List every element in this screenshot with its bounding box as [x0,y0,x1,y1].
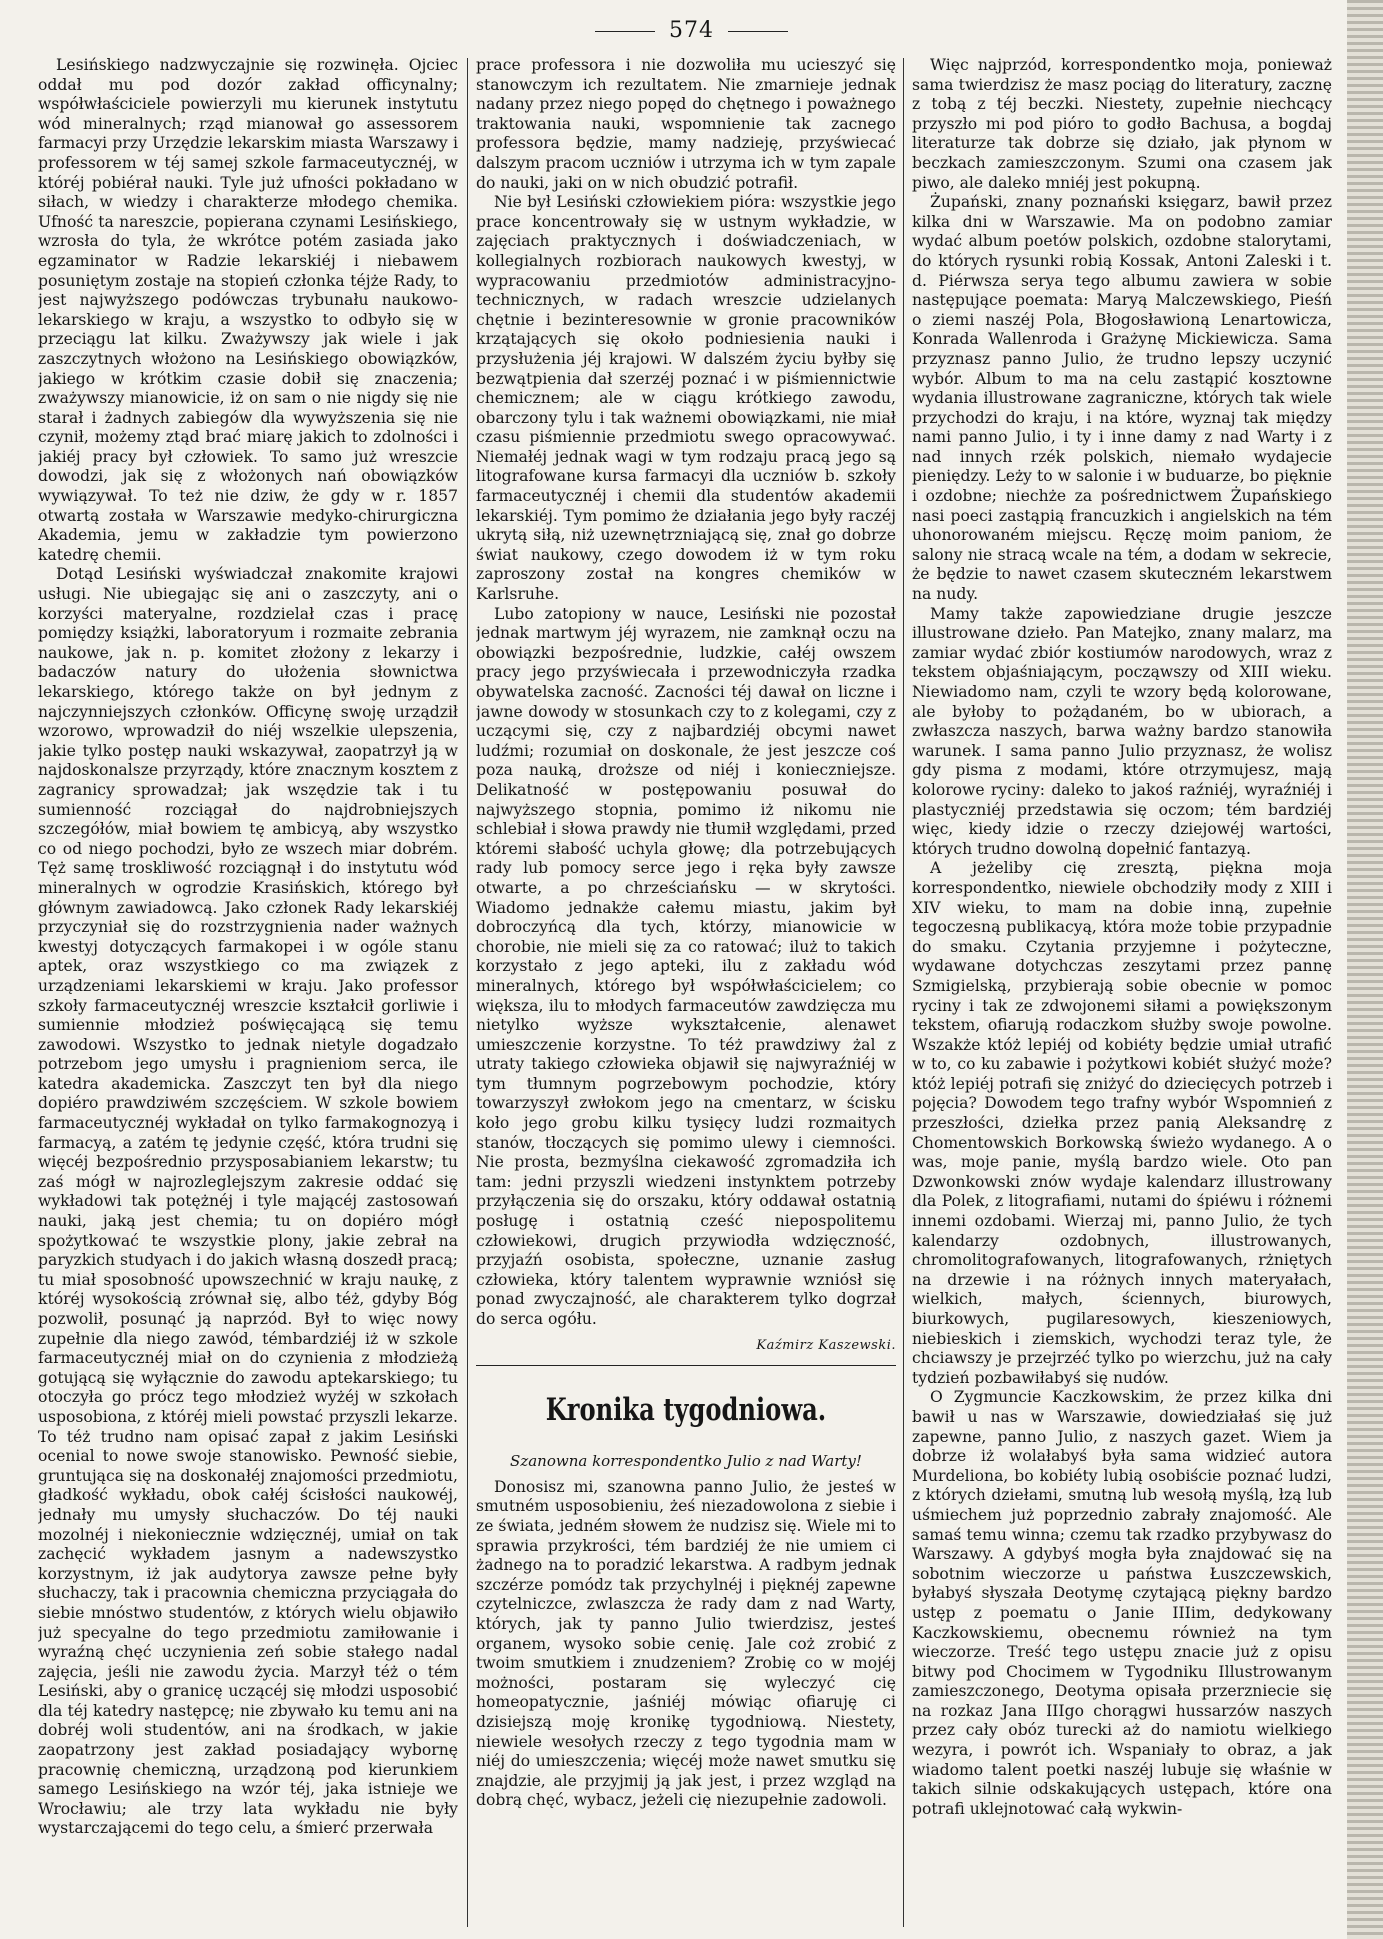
article-paragraph: prace professora i nie dozwoliła mu ucieszyć się stanowczym ich rezultatem. Nie zmarnieje jednak nadany przez niego popęd do chętnego i poważnego traktowania nauki, wspomnienie tak zacnego professora będzie, mamy nadzieję, przyświecać dalszym pracom uczniów i utrzyma ich w tym zapale do nauki, jaki on w nich obudzić potrafił. [476,56,896,192]
article-paragraph: Dotąd Lesiński wyświadczał znakomite krajowi usługi. Nie ubiegając się ani o zaszczyty, ani o korzyści materyalne, rozdzielał czas i pracę pomiędzy książki, laboratoryum i rozmaite zebrania naukowe, jak n. p. komitet złożony z lekarzy i badaczów natury do ułożenia słownictwa lekarskiego, którego także on był jednym z najczynniejszych członków. Officynę swoję urządził wzorowo, wprowadził do niéj wszelkie ulepszenia, jakie tylko postęp nauki wskazywał, zaopatrzył ją w najdoskonalsze przyrządy, które znacznym kosztem z zagranicy sprowadzał; jak wszędzie tak i tu sumienność rozciągał do najdrobniejszych szczegółów, miał bowiem tę ambicyą, aby wszystko co od niego pochodzi, było ze wszech miar dobrém. Tęż samę troskliwość rozciągnął i do instytutu wód mineralnych w ogrodzie Krasińskich, którego był głównym zawiadowcą. Jako członek Rady lekarskiéj przyczyniał się do rozstrzygnienia nader ważnych kwestyj dotyczących farmakopei i w ogóle stanu aptek, oraz wszystkiego co ma związek z urządzeniami lekarskiemi w kraju. Jako professor szkoły farmaceutycznéj wreszcie kształcił gorliwie i sumiennie młodzież poświęcającą się temu zawodowi. Wszystko to jednak nietyle dogadzało potrzebom jego umysłu i pragnieniom serca, ile katedra akademicka. Zaszczyt ten był dla niego dopiéro prawdziwém szczęściem. W szkole bowiem farmaceutycznéj wykładał on tylko farmakognozyą i farmacyą, a zatém tę jedynie część, która trudni się więcéj bezpośrednio przysposabianiem lekarstw; tu zaś mógł w najrozleglejszym zakresie oddać się wykładowi tak potężnéj i tyle mającéj zastosowań nauki, jaką jest chemia; tu on dopiéro mógł spożytkować te wszystkie plony, jakie zebrał na paryzkich studyach i do jakich własną doszedł pracą; tu miał sposobność upowszechnić w kraju naukę, z któréj wysokością zrównał się, albo téż, gdyby Bóg pozwolił, posunąć ją naprzód. Był to więc nowy zupełnie dla niego zawód, témbardziéj iż w szkole farmaceutycznéj miał on do czynienia z młodzieżą gotującą się wyłącznie do zawodu aptekarskiego; tu otoczyła go prócz tego młodzież wyżéj w szkołach usposobiona, z któréj mieli powstać przyszli lekarze. To téż trudno nam opisać zapał z jakim Lesiński ocenial to nowe swoje stanowisko. Pewność siebie, gruntująca się na doskonałéj znajomości przedmiotu, gładkość wykładu, obok całéj ścisłości naukowéj, jednały mu umysły słuchaczów. Do téj nauki mozolnéj i niekoniecznie wdzięcznéj, umiał on tak zachęcić wykładem jasnym a nadewszystko korzystnym, iż jak audytorya zawsze pełne były słuchaczy, tak i pracownia chemiczna przyciągała do siebie mnóstwo studentów, z których wielu objawiło już specyalne do tego przedmiotu zamiłowanie i wyraźną chęć uczynienia zeń sobie stałego nadal zajęcia, jeśli nie zawodu życia. Marzył téż o tém Lesiński, aby o granicę uczącéj się młodzi usposobić dla téj katedry następcę; nie zbywało ku temu ani na dobréj woli studentów, ani na środkach, w jakie zaopatrzony jest zakład posiadający wybornę pracownię chemiczną, urządzoną pod kierunkiem samego Lesińskiego na wzór téj, jaka istnieje we Wrocławiu; ale trzy lata wykładu nie były wystarczającemi do tego celu, a śmierć przerwała [38,565,458,1838]
author-signature: Kaźmirz Kaszewski. [756,1337,896,1353]
article-paragraph: Nie był Lesiński człowiekiem pióra: wszystkie jego prace koncentrowały się w ustnym wykładzie, w zajęciach praktycznych i doświadczeniach, w kollegialnych rozbiorach naukowych kwestyj, w wypracowaniu przedmiotów administracyjno-technicznych, w radach wreszcie udzielanych chętnie i bezinteresownie w gronie pracowników krzątających się około podniesienia nauki i przysłużenia jéj krajowi. W dalszém życiu byłby się bezwątpienia dał szerzéj poznać i w piśmiennictwie chemicznem; ale w ciągu krótkiego zawodu, obarczony tylu i tak ważnemi obowiązkami, nie miał czasu piśmiennie przedmiotu swego opracowywać. Niemałéj jednak wagi w tym rodzaju pracą jego są litografowane kursa farmacyi dla uczniów b. szkoły farmaceutycznéj i chemii dla studentów akademii lekarskiéj. Tym pomimo że działania jego były raczéj ukrytą siłą, niż uzewnętrzniającą się, znał go dobrze świat naukowy, czego dowodem iż w tym roku zaproszony został na kongres chemików w Karlsruhe. [476,193,896,604]
page-number-rule-left [595,31,655,32]
column-1 [38,56,458,1927]
adjacent-page-edge [1347,0,1383,1939]
column-divider-right [903,58,904,1927]
section-separator [476,1365,896,1366]
column-3 [912,56,1332,1927]
page-number-text: 574 [669,18,714,43]
chronicle-paragraph: O Zygmuncie Kaczkowskim, że przez kilka dni bawił u nas w Warszawie, dowiedziałaś się już zapewne, panno Julio, z naszych gazet. Wiem ja dobrze iż wolałabyś była sama widzieć autora Murdeliona, bo kobiéty lubią osobiście poznać ludzi, z których dziełami, smutną lub wesołą myślą, łzą lub uśmiechem już poprzednio zabrały znajomość. Ale samaś temu winna; czemu tak rzadko przybywasz do Warszawy. A gdybyś mogła była znajdować się na sobotnim wieczorze u państwa Łuszczewskich, byłabyś słyszała Deotymę czytającą piękny bardzo ustęp z poematu o Janie IIIim, dedykowany Kaczkowskiemu, obecnemu również na tym wieczorze. Treść tego ustępu znacie już z opisu bitwy pod Chocimem w Tygodniku Illustrowanym zamieszczonego, Deotyma opisała przerzniecie się na rozkaz Jana IIIgo chorągwi hussarzów naszych przez cały obóz turecki aż do namiotu wielkiego wezyra, i powrót ich. Wspaniały to obraz, a jak wiadomo talent poetki naszéj lubuje się właśnie w takich silnie odskakujących ustępach, które ona potrafi uklejnotować całą wykwin- [912,1388,1332,1818]
chronicle-paragraph: A jeżeliby cię zresztą, piękna moja korrespondentko, niewiele obchodziły mody z XIII i XIV wieku, to mam na dobie inną, zupełnie tegoczesną publikacyą, która może tobie przypadnie do smaku. Czytania przyjemne i pożyteczne, wydawane dotychczas zeszytami przez pannę Szmigielską, przybierają sobie obecnie w pomoc ryciny i tak ze zdwojonemi siłami a powiększonym tekstem, ofiarują rodaczkom służby swoje powolne. Wszakże któż lepiéj od kobiéty będzie umiał utrafić w to, co ku zabawie i pożytkowi kobiét służyć może? któż lepiéj potrafi się zniżyć do dziecięcych potrzeb i pojęcia? Dowodem tego trafny wybór Wspomnień z przeszłości, dziełka przez panią Aleksandrę z Chomentowskich Borkowską świeżo wydanego. A o was, moje panie, myślą bardzo wiele. Oto pan Dzwonkowski znów wydaje kalendarz illustrowany dla Polek, z litografiami, nutami do śpiéwu i różnemi innemi ozdobami. Wierzaj mi, panno Julio, że tych kalendarzy ozdobnych, illustrowanych, chromolitografowanych, litografowanych, rżniętych na drzewie i na różnych innych materyałach, wielkich, małych, ściennych, biurowych, biurkowych, pugilaresowych, kieszeniowych, niebieskich i ziemskich, wychodzi teraz tyle, że chciawszy je przejrzéć tylko po wierzchu, już na cały tydzień pozbawiłabyś się nudów. [912,859,1332,1387]
page-number-rule-right [728,31,788,32]
chronicle-paragraph: Donosisz mi, szanowna panno Julio, że jesteś w smutném usposobieniu, żeś niezadowolona z siebie i ze świata, jedném słowem że nudzisz się. Wiele mi to sprawia przykrości, tém bardziéj że nie umiem ci żadnego na to poradzić lekarstwa. A radbym jednak szczérze pomódz tak przychylnéj i pięknéj zapewne czytelniczce, zwlaszcza że rady dam z nad Warty, których, jak ty panno Julio twierdzisz, jesteś organem, wysoko sobie cenię. Jale coż zrobić z twoim smutkiem i znudzeniem? Zrobię co w mojéj możności, postaram się wyleczyć cię homeopatycznie, jaśniéj mówiąc ofiaruję ci dzisiejszą moję kronikę tygodniową. Niestety, niewiele wesołych rzeczy z tego tygodnia mam w niéj do umieszczenia; więcéj może nawet smutku się znajdzie, ale przyjmij ją jak jest, i przez wzgląd na dobrą chęć, wybacz, jeżeli cię niezupełnie zadowoli. [476,1477,896,1810]
letter-salutation: Szanowna korrespondentko Julio z nad Warty! [510,1452,862,1471]
article-paragraph: Lubo zatopiony w nauce, Lesiński nie pozostał jednak martwym jéj wyrazem, nie zamknął oczu na obowiązki bezpośrednie, ludzkie, całéj owszem pracy jego przyświecała i przewodniczyła rzadka obywatelska zacność. Zacności téj dawał on liczne i jawne dowody w stosunkach czy to z kolegami, czy z uczącymi się, czy z najbardziéj obcymi nawet ludźmi; rozumiał on doskonale, że jest jeszcze coś poza nauką, droższe od niéj i konieczniejsze. Delikatność w postępowaniu posuwał do najwyższego stopnia, pomimo iż nikomu nie schlebiał i słowa prawdy nie tłumił względami, przed któremi słabość uchyla głowę; dla potrzebujących rady lub pomocy serce jego i ręka były zawsze otwarte, a po chrześciańsku — w skrytości. Wiadomo jednakże całemu miastu, jakim był dobroczyńcą dla tych, którzy, mianowicie w chorobie, nie mieli się za co ratować; iluż to takich korzystało z jego apteki, ilu z zakładu wód mineralnych, którego był współwłaścicielem; co większa, ilu to młodych farmaceutów zawdzięcza mu nietylko wyższe wykształcenie, alenawet umieszczenie korzystne. To téż prawdziwy żal z utraty takiego człowieka objawił się najwyraźniéj w tym tłumnym pogrzebowym pochodzie, który towarzyszył zwłokom jego na cmentarz, w ścisku koło jego grobu kilku tysięcy ludzi rozmaitych stanów, tłoczących się pomimo ulewy i ciemności. Nie prosta, bezmyślna ciekawość zgromadziła ich tam: jedni przyszli wiedzeni instynktem potrzeby przyłączenia się do orszaku, który oddawał ostatnią posługę i ostatnią cześć niepospolitemu człowiekowi, drugich przywiodła wdzięczność, przyjaźń osobista, społeczne, uznanie zasług człowieka, który talentem wyprawnie wzniósł się ponad zwyczajność, ale charakterem tylko dogrzał do serca ogółu. [476,604,896,1328]
column-2 [476,56,896,1927]
chronicle-paragraph: Żupański, znany poznański księgarz, bawił przez kilka dni w Warszawie. Ma on podobno zamiar wydać album poetów polskich, ozdobne stalorytami, do których rysunki robią Kossak, Antoni Zaleski i t. d. Piérwsza serya tego albumu zawiera w sobie następujące poemata: Maryą Malczewskiego, Pieśń o ziemi naszéj Pola, Błogosławioną Lenartowicza, Konrada Wallenroda i Grażynę Mickiewicza. Sama przyznasz panno Julio, że trudno lepszy uczynić wybór. Album to ma na celu zastąpić kosztowne wydania illustrowane zagraniczne, których tak wiele przychodzi do kraju, i na które, wyznaj tak między nami panno Julio, i ty i inne damy z nad Warty i z nad innych rzék polskich, niemało wydajecie pieniędzy. Leży to w salonie i w buduarze, bo pięknie i ozdobne; niechże za pośrednictwem Żupańskiego nasi poeci zastąpią francuzkich i angielskich na tém uhonorowaném miejscu. Ręczę moim paniom, że salony nie stracą wcale na tém, a dodam w sekrecie, że będzie to nawet czasem skuteczném lekarstwem na nudy. [912,193,1332,604]
page-number [0,18,1383,43]
chronicle-paragraph: Więc najprzód, korrespondentko moja, ponieważ sama twierdzisz że masz pociąg do literatury, zacznę z tobą z téj beczki. Niestety, zupełnie niechcący przyszło mi pod pióro to godło Bachusa, a bogdaj literaturze tak dobrze się działo, jak płynom w beczkach zamieszczonym. Szumi ona czasem jak piwo, ale daleko mniéj jest pokupną. [912,56,1332,192]
article-paragraph: Lesińskiego nadzwyczajnie się rozwinęła. Ojciec oddał mu pod dozór zakład officynalny; współwłaściciele powierzyli mu kierunek instytutu wód mineralnych; rząd mianował go assessorem farmacyi przy Urzędzie lekarskim miasta Warszawy i professorem w téj samej szkole farmaceutycznéj, w któréj pobiérał nauki. Tyle już ufności pokładano w siłach, w wiedzy i charakterze młodego chemika. Ufność ta nareszcie, popierana czynami Lesińskiego, wzrosła do tyla, że wkrótce potém zasiada jako egzaminator w Radzie lekarskiéj i niebawem posuniętym zostaje na stopień członka téjże Rady, to jest najwyższego podówczas trybunału naukowo-lekarskiego w kraju, a wszystko to odbyło się w przeciągu lat kilku. Zważywszy jak wiele i jak zaszczytnych włożono na Lesińskiego obowiązków, jakiego w krótkim czasie dobił się znaczenia; zważywszy mianowicie, iż on sam o nie nigdy się nie starał i żadnych zabiegów dla wywyższenia się nie czynił, możemy ztąd brać miarę jakich to zdolności i jakiéj pracy był człowiek. To samo już wreszcie dowodzi, jak się z włożonych nań obowiązków wywiązywał. To też nie dziw, że gdy w r. 1857 otwartą została w Warszawie medyko-chirurgiczna Akademia, jemu w zakładzie tym powierzono katedrę chemii. [38,56,458,564]
chronicle-paragraph: Mamy także zapowiedziane drugie jeszcze illustrowane dzieło. Pan Matejko, znany malarz, ma zamiar wydać zbiór kostiumów narodowych, wraz z tekstem objaśniającym, począwszy od XIII wieku. Niewiadomo nam, czyli te wzory będą kolorowane, ale byłoby to pożądaném, bo w ubiorach, a zwłaszcza naszych, barwa ważny bardzo stanowiła warunek. I sama panno Julio przyznasz, że wolisz gdy pisma z modami, które otrzymujesz, mają kolorowe ryciny: daleko to jakoś raźniéj, wyraźniéj i plastyczniéj przedstawia się oczom; tém bardziéj więc, kiedy idzie o rzeczy dziejowéj wartości, których trudno dowolną dopełnić fantazyą. [912,604,1332,858]
column-divider-left [467,58,468,1927]
section-heading: Kronika tygodniowa. [545,1392,827,1429]
